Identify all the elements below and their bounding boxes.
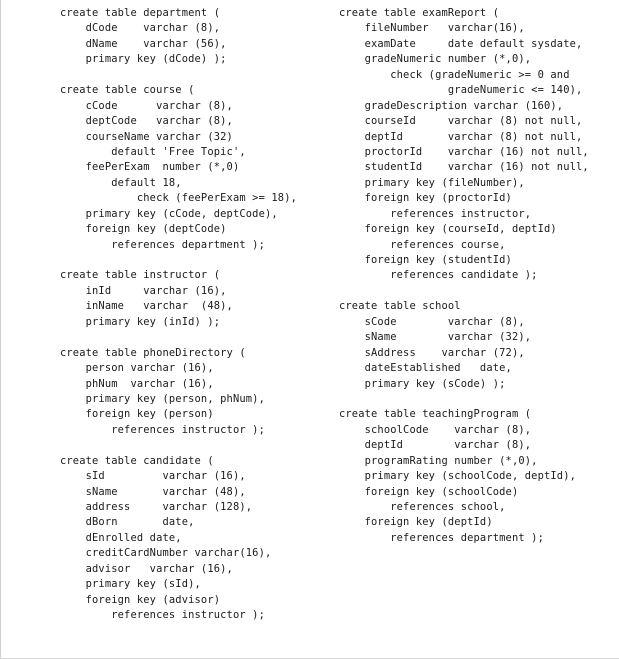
code-line: references course, <box>339 238 506 251</box>
code-line: deptCode varchar (8), <box>60 115 233 128</box>
code-line: schoolCode varchar (8), <box>339 423 532 436</box>
code-line: create table department ( <box>60 7 221 19</box>
code-line: references department ); <box>339 531 544 544</box>
code-line <box>339 284 589 299</box>
code-line: dEnrolled date, <box>60 531 182 544</box>
code-line: studentId varchar (16) not null, <box>339 161 589 174</box>
code-line: references instructor ); <box>60 609 265 622</box>
code-line: references department ); <box>60 238 265 251</box>
code-line: foreign key (courseId, deptId) <box>339 223 557 236</box>
code-line: inName varchar (48), <box>60 300 233 313</box>
code-line: gradeNumeric <= 140), <box>339 84 583 97</box>
code-line: create table course ( <box>60 84 195 97</box>
code-line: primary key (schoolCode, deptId), <box>339 470 577 483</box>
code-line <box>60 68 297 83</box>
code-line: phNum varchar (16), <box>60 377 214 390</box>
code-line: proctorId varchar (16) not null, <box>339 145 589 158</box>
code-line: advisor varchar (16), <box>60 562 233 575</box>
code-line: primary key (fileNumber), <box>339 176 525 189</box>
code-line: courseId varchar (8) not null, <box>339 115 583 128</box>
code-line: create table phoneDirectory ( <box>60 346 246 359</box>
sql-right-column <box>339 6 589 546</box>
code-line: foreign key (proctorId) <box>339 192 512 205</box>
code-line: dCode varchar (8), <box>60 22 221 35</box>
code-line <box>60 253 297 268</box>
code-line: primary key (cCode, deptCode), <box>60 207 278 220</box>
code-line: examDate date default sysdate, <box>339 37 583 50</box>
code-line: sName varchar (48), <box>60 485 246 498</box>
code-line: sName varchar (32), <box>339 331 532 344</box>
code-line: references instructor, <box>339 207 532 220</box>
code-line: dName varchar (56), <box>60 37 227 50</box>
code-line: dateEstablished date, <box>339 362 512 375</box>
code-line: check (feePerExam >= 18), <box>60 192 298 205</box>
code-line: references instructor ); <box>60 423 265 436</box>
code-line: primary key (person, phNum), <box>60 392 265 405</box>
code-line: deptId varchar (8) not null, <box>339 130 583 143</box>
code-line: inId varchar (16), <box>60 284 227 297</box>
code-line: foreign key (schoolCode) <box>339 485 519 498</box>
code-line: cCode varchar (8), <box>60 99 233 112</box>
code-line: sAddress varchar (72), <box>339 346 525 359</box>
code-line: address varchar (128), <box>60 501 253 513</box>
code-line: foreign key (studentId) <box>339 254 512 266</box>
code-line: fileNumber varchar(16), <box>339 22 525 35</box>
code-line: foreign key (advisor) <box>60 593 221 606</box>
code-line: primary key (sCode) ); <box>339 377 506 390</box>
code-line: references candidate ); <box>339 269 538 282</box>
code-line: feePerExam number (*,0) <box>60 161 240 174</box>
code-line <box>339 392 589 407</box>
code-line: create table school <box>339 300 461 313</box>
code-line: deptId varchar (8), <box>339 439 532 452</box>
code-line: foreign key (person) <box>60 408 214 421</box>
code-line: create table examReport ( <box>339 7 500 19</box>
code-line: sCode varchar (8), <box>339 315 525 328</box>
page-left-edge <box>0 0 1 659</box>
code-line: gradeDescription varchar (160), <box>339 99 564 112</box>
code-line: creditCardNumber varchar(16), <box>60 547 272 560</box>
code-line: gradeNumeric number (*,0), <box>339 53 532 66</box>
code-line: sId varchar (16), <box>60 470 246 483</box>
code-line: foreign key (deptId) <box>339 516 493 529</box>
code-line: courseName varchar (32) <box>60 130 233 143</box>
code-line: foreign key (deptCode) <box>60 223 227 236</box>
code-line: references school, <box>339 501 506 513</box>
code-line <box>60 438 297 453</box>
code-line: programRating number (*,0), <box>339 454 538 467</box>
sql-left-column <box>60 6 297 624</box>
code-line: dBorn date, <box>60 516 195 529</box>
code-line: create table candidate ( <box>60 454 214 467</box>
code-line: primary key (inId) ); <box>60 315 221 328</box>
code-line: check (gradeNumeric >= 0 and <box>339 68 570 81</box>
code-line: primary key (dCode) ); <box>60 53 227 66</box>
code-line: create table teachingProgram ( <box>339 408 532 421</box>
code-line: default 'Free Topic', <box>60 145 246 158</box>
code-line: create table instructor ( <box>60 269 221 282</box>
code-line: person varchar (16), <box>60 362 214 375</box>
code-line: default 18, <box>60 176 182 189</box>
code-line <box>60 330 297 345</box>
code-line: primary key (sId), <box>60 578 201 591</box>
